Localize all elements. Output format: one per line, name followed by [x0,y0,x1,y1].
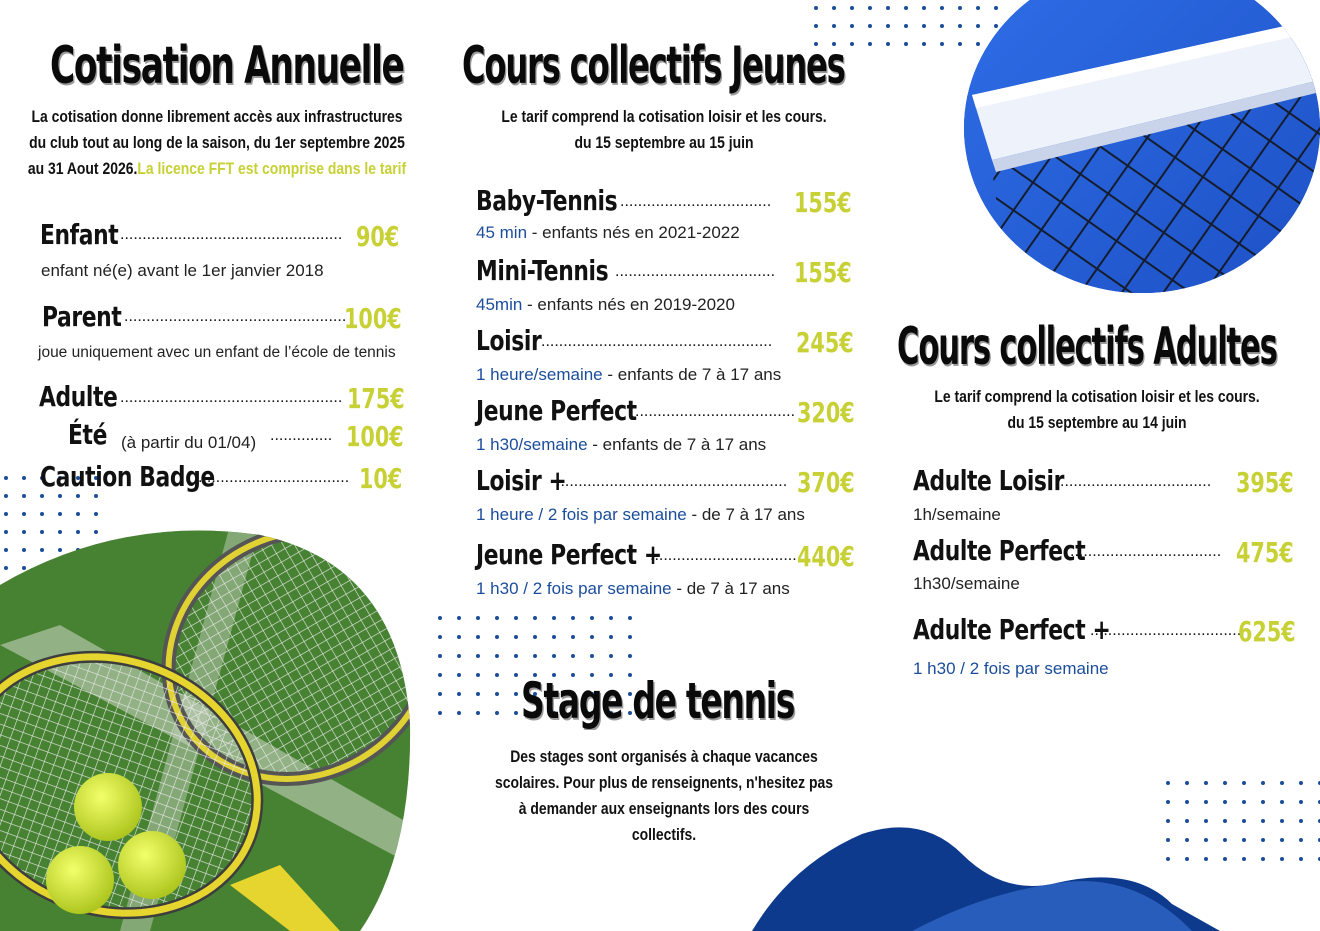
note-parent: joue uniquement avec un enfant de l’école de tennis [38,344,396,361]
desc-loisir-plus [476,505,805,525]
jeunes-intro-b: comprend la cotisation [551,107,705,126]
item-name: Adulte [39,380,118,413]
duration: 1 h30 / 2 fois par semaine [913,659,1109,678]
tennis-rackets-photo [0,525,412,931]
desc-jeune-perfect [476,435,766,455]
duration: 1 heure / 2 fois par semaine [476,505,687,524]
cotisation-intro-text: La cotisation donne librement accès aux infrastructures du club tout au long de la saison, du 1er septembre 2025 au 31 Aout 2026. [27,107,405,178]
jeunes-title: Cours collectifs Jeunes [462,36,845,96]
cotisation-intro [24,104,409,182]
leader-dots: .................................. [620,193,772,210]
stage-title: Stage de tennis [521,672,795,730]
stage-text: Des stages sont organisés à chaque vacances scolaires. Pour plus de renseignents, n'hesitez pas à demander aux enseignants lors des cours collectifs. [495,747,833,844]
price-baby-tennis: 155€ [794,186,852,219]
price-jeune-perfect-plus: 440€ [797,540,855,573]
item-name: Loisir [476,324,542,357]
item-name: Adulte Perfect + [913,613,1111,646]
price-loisir: 245€ [796,326,854,359]
price-adulte-perfect-plus: 625€ [1238,615,1296,648]
item-name: Caution Badge [40,460,215,493]
ete-date-note: (à partir du 01/04) [121,433,257,452]
leader-dots: .................................. [1090,622,1242,639]
adultes-title: Cours collectifs Adultes [897,317,1277,377]
duration: 45 min [476,223,528,242]
leader-dots: .................................................. [124,308,347,325]
item-name: Jeune Perfect + [476,538,662,571]
leader-dots: .................................................. [120,389,343,406]
leader-dots: .................................................... [556,473,788,490]
duration: 45min [476,295,523,314]
price-parent: 100€ [344,302,402,335]
audience: - de 7 à 17 ans [686,505,805,524]
leader-dots: .............. [270,427,333,444]
item-name: Enfant [40,218,119,251]
note-adulte-loisir: 1h/semaine [913,505,1001,524]
leader-dots: .................................................. [120,226,343,243]
adultes-intro [904,384,1289,436]
note-adulte-perfect-plus [913,659,1109,679]
adultes-intro-text: Le tarif comprend la cotisation loisir et les cours. [934,387,1260,406]
audience: - enfants de 7 à 17 ans [587,435,767,454]
price-mini-tennis: 155€ [794,256,852,289]
duration: 1 h30 / 2 fois par semaine [476,579,672,598]
item-name: Loisir + [476,464,567,497]
desc-loisir [476,365,781,385]
audience: - enfants nés en 2019-2020 [522,295,735,314]
price-ete: 100€ [346,420,404,453]
jeunes-intro-a: Le tarif [501,107,552,126]
item-name: Adulte Loisir [913,464,1065,497]
jeunes-period: du 15 septembre au 15 juin [574,133,754,152]
price-jeune-perfect: 320€ [797,396,855,429]
leader-dots: .................................. [198,469,350,486]
item-name: Été [68,418,108,451]
item-name: Baby-Tennis [476,184,618,217]
audience: - enfants de 7 à 17 ans [602,365,782,384]
price-adulte: 175€ [347,382,405,415]
audience: - enfants nés en 2021-2022 [527,223,740,242]
note-adulte-perfect: 1h30/semaine [913,574,1020,593]
price-caution: 10€ [359,462,403,495]
leader-dots: .................................. [650,547,802,564]
audience: - de 7 à 17 ans [671,579,790,598]
duration: 1 heure/semaine [476,365,603,384]
tennis-net-photo [952,0,1320,296]
price-enfant: 90€ [356,220,400,253]
price-adulte-perfect: 475€ [1236,536,1294,569]
cotisation-item-ete [68,418,118,451]
leader-dots: .................................. [1060,473,1212,490]
price-loisir-plus: 370€ [797,466,855,499]
leader-dots: .................................. [1070,543,1222,560]
desc-mini-tennis [476,295,735,315]
desc-jeune-perfect-plus [476,579,790,599]
duration: 1 h30/semaine [476,435,588,454]
cotisation-licence-note: La licence FFT est comprise dans le tarif [137,159,407,178]
jeunes-intro [472,104,856,156]
cotisation-title: Cotisation Annuelle [50,36,404,96]
note-enfant: enfant né(e) avant le 1er janvier 2018 [41,261,324,280]
adultes-period: du 15 septembre au 14 juin [1007,413,1187,432]
price-adulte-loisir: 395€ [1236,466,1294,499]
jeunes-intro-c: loisir et les cours. [704,107,827,126]
leader-dots: .................................... [615,263,776,280]
leader-dots: .................................... [635,403,796,420]
item-name: Jeune Perfect [476,394,637,427]
item-name: Adulte Perfect [913,534,1086,567]
item-name: Parent [42,300,122,333]
leader-dots: .................................................... [541,333,773,350]
desc-baby-tennis [476,223,740,243]
item-name: Mini-Tennis [476,254,609,287]
